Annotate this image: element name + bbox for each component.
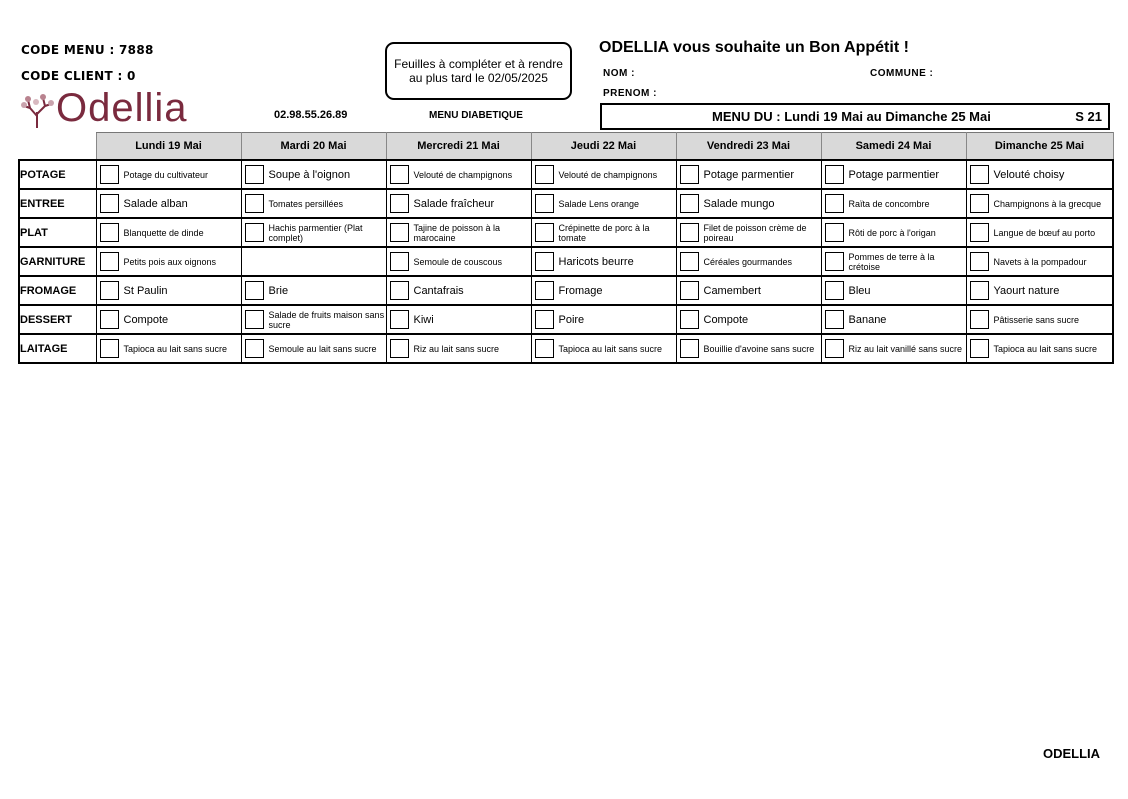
day-header-row <box>19 133 1113 161</box>
menu-option <box>822 219 966 246</box>
menu-option <box>677 248 821 275</box>
code-menu: CODE MENU : 7888 <box>21 43 154 57</box>
dish-name: Poire <box>558 313 585 326</box>
dish-name: Velouté de champignons <box>413 169 513 180</box>
menu-option <box>677 190 821 217</box>
dish-name: Rôti de porc à l'origan <box>848 227 936 238</box>
dish-name: Riz au lait vanillé sans sucre <box>848 343 963 354</box>
menu-option <box>967 219 1113 246</box>
menu-cell <box>386 218 531 247</box>
choice-checkbox[interactable] <box>390 223 409 242</box>
menu-cell <box>531 334 676 363</box>
menu-cell <box>386 247 531 276</box>
menu-cell <box>966 160 1113 189</box>
week-number: S 21 <box>1075 109 1102 124</box>
dish-name: Bouillie d'avoine sans sucre <box>703 343 815 354</box>
menu-row-plat <box>19 218 1113 247</box>
dish-name: Haricots beurre <box>558 255 634 268</box>
choice-checkbox[interactable] <box>100 252 119 271</box>
menu-cell <box>386 189 531 218</box>
menu-cell <box>386 160 531 189</box>
dish-name: Langue de bœuf au porto <box>993 227 1096 238</box>
dish-name: Potage parmentier <box>703 168 794 181</box>
menu-cell <box>96 276 241 305</box>
menu-option <box>677 306 821 333</box>
menu-option <box>967 161 1113 188</box>
menu-option <box>242 335 386 362</box>
menu-option <box>97 277 241 304</box>
dish-name: Crépinette de porc à la tomate <box>558 222 650 243</box>
day-header: Lundi 19 Mai <box>96 133 241 161</box>
menu-cell <box>676 276 821 305</box>
menu-option <box>532 277 676 304</box>
dish-name: St Paulin <box>123 284 168 297</box>
menu-option <box>387 248 531 275</box>
menu-option <box>822 335 966 362</box>
menu-cell <box>241 247 386 276</box>
menu-cell <box>96 218 241 247</box>
choice-checkbox[interactable] <box>390 252 409 271</box>
choice-checkbox[interactable] <box>970 310 989 329</box>
menu-option <box>387 335 531 362</box>
menu-period: MENU DU : Lundi 19 Mai au Dimanche 25 Mai <box>712 109 991 124</box>
choice-checkbox[interactable] <box>680 194 699 213</box>
dish-name: Potage du cultivateur <box>123 169 209 180</box>
choice-checkbox[interactable] <box>245 310 264 329</box>
day-header: Mercredi 21 Mai <box>386 133 531 161</box>
dish-name: Tapioca au lait sans sucre <box>123 343 228 354</box>
choice-checkbox[interactable] <box>970 281 989 300</box>
menu-cell <box>531 189 676 218</box>
menu-cell <box>531 160 676 189</box>
dish-name: Tajine de poisson à la marocaine <box>413 222 501 243</box>
choice-checkbox[interactable] <box>825 310 844 329</box>
menu-cell <box>821 247 966 276</box>
menu-cell <box>531 276 676 305</box>
menu-cell <box>676 247 821 276</box>
choice-checkbox[interactable] <box>825 165 844 184</box>
day-header: Samedi 24 Mai <box>821 133 966 161</box>
choice-checkbox[interactable] <box>535 310 554 329</box>
menu-cell <box>96 247 241 276</box>
greeting: ODELLIA vous souhaite un Bon Appétit ! <box>599 39 909 56</box>
menu-option <box>97 335 241 362</box>
menu-cell <box>96 334 241 363</box>
menu-cell <box>241 334 386 363</box>
choice-checkbox[interactable] <box>100 223 119 242</box>
menu-cell <box>676 189 821 218</box>
menu-cell <box>966 305 1113 334</box>
menu-option <box>242 219 386 246</box>
menu-cell <box>241 276 386 305</box>
menu-row-dessert <box>19 305 1113 334</box>
menu-type: MENU DIABETIQUE <box>429 110 523 121</box>
menu-option <box>532 161 676 188</box>
day-header: Mardi 20 Mai <box>241 133 386 161</box>
menu-option <box>387 190 531 217</box>
choice-checkbox[interactable] <box>390 281 409 300</box>
menu-option <box>532 219 676 246</box>
menu-option <box>97 306 241 333</box>
dish-name: Potage parmentier <box>848 168 939 181</box>
choice-checkbox[interactable] <box>680 281 699 300</box>
menu-row-laitage <box>19 334 1113 363</box>
choice-checkbox[interactable] <box>390 339 409 358</box>
menu-cell <box>966 247 1113 276</box>
menu-option <box>532 190 676 217</box>
menu-option <box>822 161 966 188</box>
category-label: POTAGE <box>19 160 96 189</box>
dish-name: Raïta de concombre <box>848 198 930 209</box>
dish-name: Pâtisserie sans sucre <box>993 314 1080 325</box>
choice-checkbox[interactable] <box>100 165 119 184</box>
menu-option <box>242 190 386 217</box>
dish-name: Banane <box>848 313 887 326</box>
choice-checkbox[interactable] <box>680 223 699 242</box>
menu-cell <box>821 334 966 363</box>
nom-label: NOM : <box>603 68 635 79</box>
dish-name: Navets à la pompadour <box>993 256 1087 267</box>
menu-option <box>387 161 531 188</box>
dish-name: Yaourt nature <box>993 284 1060 297</box>
choice-checkbox[interactable] <box>100 310 119 329</box>
dish-name: Tapioca au lait sans sucre <box>993 343 1098 354</box>
menu-option <box>967 335 1113 362</box>
choice-checkbox[interactable] <box>245 281 264 300</box>
choice-checkbox[interactable] <box>245 339 264 358</box>
dish-name: Tomates persillées <box>268 198 344 209</box>
menu-option <box>387 306 531 333</box>
choice-checkbox[interactable] <box>535 165 554 184</box>
choice-checkbox[interactable] <box>825 281 844 300</box>
choice-checkbox[interactable] <box>390 194 409 213</box>
dish-name: Compote <box>703 313 749 326</box>
choice-checkbox[interactable] <box>535 252 554 271</box>
footer-brand: ODELLIA <box>1043 746 1101 761</box>
notice-box: Feuilles à compléter et à rendre au plus tard le 02/05/2025 <box>385 42 572 100</box>
menu-cell <box>821 218 966 247</box>
dish-name: Velouté choisy <box>993 168 1065 181</box>
menu-cell <box>676 334 821 363</box>
prenom-label: PRENOM : <box>603 88 657 99</box>
menu-option <box>822 277 966 304</box>
dish-name: Bleu <box>848 284 871 297</box>
menu-option <box>242 277 386 304</box>
dish-name: Pommes de terre à la crétoise <box>848 251 935 272</box>
choice-checkbox[interactable] <box>245 223 264 242</box>
corner-blank <box>19 133 96 161</box>
menu-cell <box>821 305 966 334</box>
menu-option <box>677 161 821 188</box>
choice-checkbox[interactable] <box>970 339 989 358</box>
menu-cell <box>821 160 966 189</box>
choice-checkbox[interactable] <box>680 252 699 271</box>
menu-cell <box>386 334 531 363</box>
menu-option <box>677 219 821 246</box>
dish-name: Salade fraîcheur <box>413 197 495 210</box>
menu-option <box>967 277 1113 304</box>
menu-option <box>967 190 1113 217</box>
dish-name: Soupe à l'oignon <box>268 168 351 181</box>
choice-checkbox[interactable] <box>535 281 554 300</box>
dish-name: Filet de poisson crème de poireau <box>703 222 807 243</box>
menu-row-potage <box>19 160 1113 189</box>
menu-option <box>532 306 676 333</box>
menu-cell <box>966 189 1113 218</box>
dish-name: Fromage <box>558 284 603 297</box>
menu-cell <box>821 276 966 305</box>
dish-name: Semoule au lait sans sucre <box>268 343 377 354</box>
dish-name: Kiwi <box>413 313 434 326</box>
menu-row-fromage <box>19 276 1113 305</box>
menu-option <box>822 248 966 275</box>
choice-checkbox[interactable] <box>245 165 264 184</box>
dish-name: Brie <box>268 284 289 297</box>
menu-option <box>677 277 821 304</box>
menu-option <box>822 190 966 217</box>
choice-checkbox[interactable] <box>680 165 699 184</box>
choice-checkbox[interactable] <box>825 339 844 358</box>
choice-checkbox[interactable] <box>680 310 699 329</box>
menu-cell <box>96 189 241 218</box>
choice-checkbox[interactable] <box>535 223 554 242</box>
menu-cell <box>676 305 821 334</box>
commune-label: COMMUNE : <box>870 68 934 79</box>
menu-option <box>967 248 1113 275</box>
dish-name: Salade mungo <box>703 197 775 210</box>
choice-checkbox[interactable] <box>970 194 989 213</box>
dish-name: Champignons à la grecque <box>993 198 1102 209</box>
menu-option <box>242 306 386 333</box>
dish-name: Petits pois aux oignons <box>123 256 217 267</box>
menu-cell <box>676 160 821 189</box>
dish-name: Blanquette de dinde <box>123 227 204 238</box>
dish-name: Camembert <box>703 284 761 297</box>
menu-row-garniture <box>19 247 1113 276</box>
choice-checkbox[interactable] <box>680 339 699 358</box>
dish-name: Tapioca au lait sans sucre <box>558 343 663 354</box>
menu-option <box>242 161 386 188</box>
menu-cell <box>531 218 676 247</box>
dish-name: Riz au lait sans sucre <box>413 343 500 354</box>
menu-option <box>97 219 241 246</box>
menu-cell <box>821 189 966 218</box>
menu-option <box>822 306 966 333</box>
choice-checkbox[interactable] <box>100 339 119 358</box>
menu-cell <box>386 305 531 334</box>
menu-cell <box>241 189 386 218</box>
choice-checkbox[interactable] <box>535 194 554 213</box>
choice-checkbox[interactable] <box>970 223 989 242</box>
menu-cell <box>241 218 386 247</box>
menu-option <box>97 248 241 275</box>
choice-checkbox[interactable] <box>390 310 409 329</box>
category-label: FROMAGE <box>19 276 96 305</box>
choice-checkbox[interactable] <box>970 252 989 271</box>
phone-number: 02.98.55.26.89 <box>274 109 348 121</box>
menu-cell <box>531 305 676 334</box>
category-label: PLAT <box>19 218 96 247</box>
menu-cell <box>386 276 531 305</box>
menu-option <box>532 248 676 275</box>
menu-option <box>967 306 1113 333</box>
choice-checkbox[interactable] <box>100 281 119 300</box>
category-label: LAITAGE <box>19 334 96 363</box>
dish-name: Semoule de couscous <box>413 256 503 267</box>
menu-table <box>18 132 1114 364</box>
menu-cell <box>531 247 676 276</box>
category-label: ENTREE <box>19 189 96 218</box>
menu-option <box>532 335 676 362</box>
choice-checkbox[interactable] <box>970 165 989 184</box>
code-client: CODE CLIENT : 0 <box>21 69 136 83</box>
logo-text: Odellia <box>56 86 188 130</box>
menu-option <box>97 161 241 188</box>
choice-checkbox[interactable] <box>825 194 844 213</box>
tree-logo-icon <box>18 92 56 130</box>
menu-option <box>677 335 821 362</box>
dish-name: Velouté de champignons <box>558 169 658 180</box>
menu-cell <box>966 334 1113 363</box>
category-label: GARNITURE <box>19 247 96 276</box>
menu-option <box>97 190 241 217</box>
choice-checkbox[interactable] <box>390 165 409 184</box>
choice-checkbox[interactable] <box>825 223 844 242</box>
menu-period-box <box>600 103 1110 130</box>
dish-name: Salade Lens orange <box>558 198 640 209</box>
menu-cell <box>676 218 821 247</box>
dish-name: Cantafrais <box>413 284 464 297</box>
menu-row-entree <box>19 189 1113 218</box>
menu-cell <box>966 218 1113 247</box>
day-header: Vendredi 23 Mai <box>676 133 821 161</box>
day-header: Jeudi 22 Mai <box>531 133 676 161</box>
choice-checkbox[interactable] <box>535 339 554 358</box>
dish-name: Salade de fruits maison sans sucre <box>268 309 385 330</box>
menu-cell <box>96 160 241 189</box>
menu-option <box>387 219 531 246</box>
choice-checkbox[interactable] <box>245 194 264 213</box>
choice-checkbox[interactable] <box>100 194 119 213</box>
menu-cell <box>241 160 386 189</box>
dish-name: Hachis parmentier (Plat complet) <box>268 222 363 243</box>
choice-checkbox[interactable] <box>825 252 844 271</box>
menu-cell <box>96 305 241 334</box>
category-label: DESSERT <box>19 305 96 334</box>
dish-name: Compote <box>123 313 169 326</box>
menu-cell <box>241 305 386 334</box>
menu-cell <box>966 276 1113 305</box>
dish-name: Céréales gourmandes <box>703 256 793 267</box>
day-header: Dimanche 25 Mai <box>966 133 1113 161</box>
dish-name: Salade alban <box>123 197 188 210</box>
menu-option <box>387 277 531 304</box>
